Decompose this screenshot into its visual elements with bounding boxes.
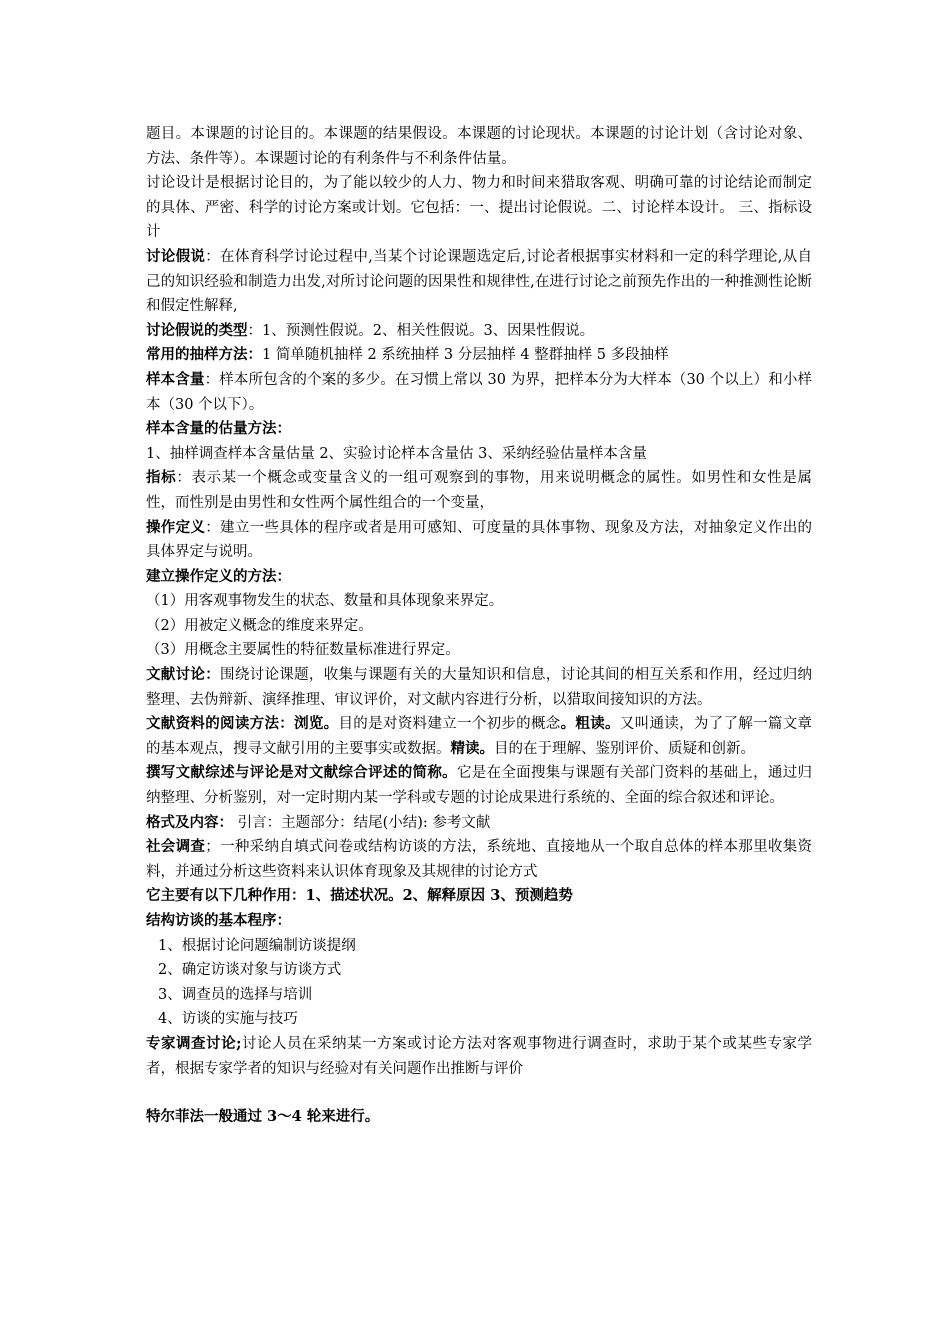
term-sample-size: 样本含量	[146, 370, 205, 388]
document-body	[146, 122, 812, 1130]
term-operational-definition: 操作定义	[146, 518, 206, 536]
list-item: 4、访谈的实施与技巧	[158, 1011, 298, 1028]
list-item: 2、确定访谈对象与访谈方式	[158, 962, 342, 979]
paragraph-literature-research: 文献讨论：围绕讨论课题，收集与课题有关的大量知识和信息，讨论其间的相互关系和作用，经过归纳整理、去伪辩新、演绎推理、审议评价，对文献内容进行分析，以猎取间接知识的方法。	[146, 666, 813, 708]
list-item: （2）用被定义概念的维度来界定。	[146, 617, 373, 634]
term-hypothesis-types: 讨论假说的类型	[146, 321, 248, 339]
list-item: 3、调查员的选择与培训	[158, 986, 313, 1003]
paragraph-sample-size: 样本含量：样本所包含的个案的多少。在习惯上常以 30 为界，把样本分为大样本（30 个以上）和小样本（30 个以下）。	[146, 370, 812, 413]
term-literature-research: 文献讨论：	[146, 666, 221, 684]
blank-line	[146, 1081, 812, 1105]
paragraph-reading-methods: 文献资料的阅读方法：浏览。目的是对资料建立一个初步的概念。粗读。又叫通读，为了了解一篇文章的基本观点，搜寻文献引用的主要事实或数据。精读。目的在于理解、鉴别评价、质疑和创新。	[146, 715, 813, 757]
paragraph-expert-survey: 专家调查讨论;讨论人员在采纳某一方案或讨论方法对客观事物进行调查时，求助于某个或某些专家学者，根据专家学者的知识与经验对有关问题作出推断与评价	[146, 1034, 813, 1077]
paragraph-survey-functions: 它主要有以下几种作用：1、描述状况。2、解释原因 3、预测趋势	[146, 887, 573, 905]
term-sampling-methods: 常用的抽样方法：	[146, 346, 262, 364]
list-item: （3）用概念主要属性的特征数量标准进行界定。	[146, 642, 460, 659]
paragraph-operational-definition: 操作定义：建立一些具体的程序或者是用可感知、可度量的具体事物、现象及方法，对抽象定义作出的具体界定与说明。	[146, 518, 813, 561]
heading-interview-procedure: 结构访谈的基本程序：	[146, 912, 291, 929]
paragraph-delphi: 特尔菲法一般通过 3～4 轮来进行。	[146, 1108, 380, 1126]
heading-operational-methods: 建立操作定义的方法：	[146, 567, 291, 585]
paragraph-literature-review: 撰写文献综述与评论是对文献综合评述的简称。它是在全面搜集与课题有关部门资料的基础上，通过归纳整理、分析鉴别，对一定时期内某一学科或专题的讨论成果进行系统的、全面的综合叙述和评论。	[146, 764, 813, 807]
paragraph-hypothesis-types: 讨论假说的类型：1、预测性假说。2、相关性假说。3、因果性假说。	[146, 321, 595, 339]
paragraph-sampling-methods: 常用的抽样方法：1 简单随机抽样 2 系统抽样 3 分层抽样 4 整群抽样 5 多段抽样	[146, 346, 669, 364]
term-hypothesis: 讨论假说	[146, 247, 206, 265]
list-item: （1）用客观事物发生的状态、数量和具体现象来界定。	[146, 593, 504, 610]
heading-sample-size-estimation: 样本含量的估量方法：	[146, 420, 291, 438]
list-item: 1、根据讨论问题编制访谈提纲	[158, 937, 356, 954]
paragraph-format: 格式及内容： 引言：主题部分：结尾(小结): 参考文献	[146, 813, 491, 831]
paragraph-research-design: 讨论设计是根据讨论目的，为了能以较少的人力、物力和时间来猎取客观、明确可靠的讨论结论而制定的具体、严密、科学的讨论方案或计划。它包括：一、提出讨论假说。二、讨论样本设计。 三、指标设计	[146, 175, 812, 241]
paragraph-hypothesis: 讨论假说：在体育科学讨论过程中,当某个讨论课题选定后,讨论者根据事实材料和一定的科学理论,从自己的知识经验和制造力出发,对所讨论问题的因果性和规律性,在进行讨论之前预先作出的一种推测性论断和假定性解释,	[146, 247, 812, 315]
paragraph-topic: 题目。本课题的讨论目的。本课题的结果假设。本课题的讨论现状。本课题的讨论计划（含讨论对象、方法、条件等）。本课题讨论的有利条件与不利条件估量。	[146, 126, 812, 167]
term-indicator: 指标	[146, 469, 177, 487]
paragraph-social-survey: 社会调查；一种采纳自填式问卷或结构访谈的方法，系统地、直接地从一个取自总体的样本那里收集资料，并通过分析这些资料来认识体育现象及其规律的讨论方式	[146, 838, 813, 880]
paragraph-indicator: 指标：表示某一个概念或变量含义的一组可观察到的事物，用来说明概念的属性。如男性和女性是属性，而性别是由男性和女性两个属性组合的一个变量，	[146, 469, 813, 511]
paragraph-estimation-list: 1、抽样调查样本含量估量 2、实验讨论样本含量估 3、采纳经验估量样本含量	[146, 445, 647, 462]
